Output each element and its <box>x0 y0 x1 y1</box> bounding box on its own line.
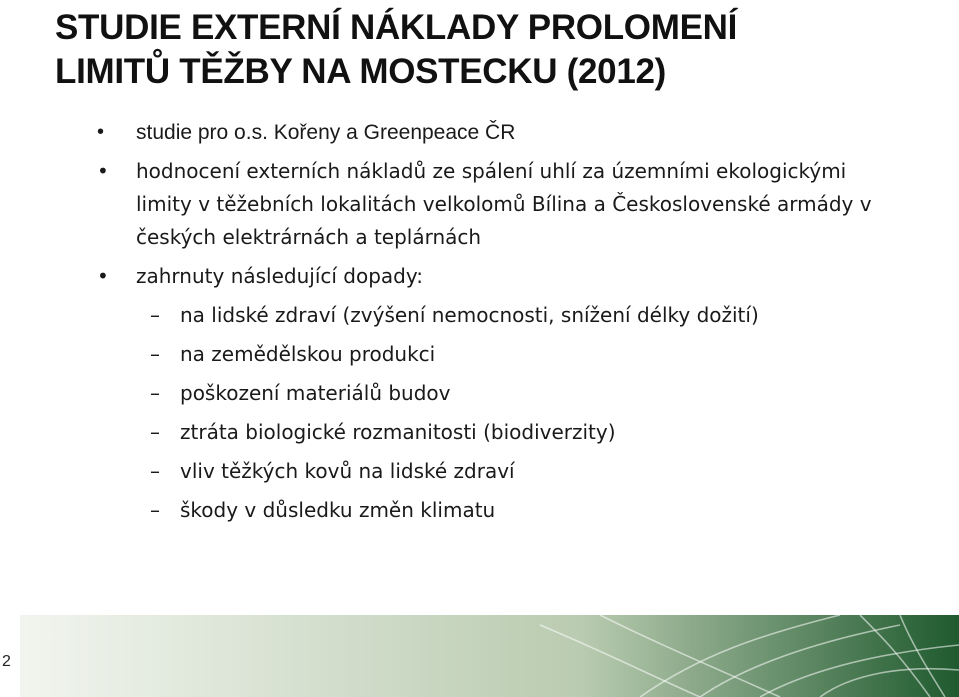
bullet-item <box>0 260 876 293</box>
sub-bullet-marker: – <box>150 303 160 327</box>
sub-bullet-marker: – <box>150 459 160 483</box>
sub-bullet-marker: – <box>150 420 160 444</box>
slide-title-line-2: LIMITŮ TĚŽBY NA MOSTECKU (2012) <box>55 52 667 91</box>
sub-bullet-marker: – <box>150 342 160 366</box>
sub-bullet-text: na lidské zdraví (zvýšení nemocnosti, snížení délky dožití) <box>180 303 759 327</box>
bullet-item <box>0 116 876 149</box>
slide-content <box>0 116 959 533</box>
decorative-footer-band <box>0 615 959 697</box>
bullet-marker: • <box>97 159 109 183</box>
bullet-item <box>0 155 876 254</box>
bullet-marker: • <box>97 121 105 143</box>
sub-bullet-text: ztráta biologické rozmanitosti (biodiverzity) <box>180 420 616 444</box>
sub-bullet-text: poškození materiálů budov <box>180 381 451 405</box>
leaf-pattern-graphic <box>0 615 959 697</box>
bullet-marker: • <box>97 264 109 288</box>
bullet-text: hodnocení externích nákladů ze spálení uhlí za územními ekologickými limity v těžebních lokalitách velkolomů Bílina a Československé armády v českých elektrárnách a teplárnách <box>136 159 872 249</box>
page-number: 2 <box>2 653 11 670</box>
sub-bullet-item <box>0 338 959 371</box>
sub-bullet-text: vliv těžkých kovů na lidské zdraví <box>180 459 515 483</box>
sub-bullet-item <box>0 455 959 488</box>
sub-bullet-text: na zemědělskou produkci <box>180 342 436 366</box>
sub-bullet-marker: – <box>150 498 160 522</box>
sub-bullet-item <box>0 494 959 527</box>
sub-bullet-item <box>0 416 959 449</box>
bullet-text: zahrnuty následující dopady: <box>136 264 423 288</box>
sub-bullet-item <box>0 299 959 332</box>
slide-title <box>55 6 935 94</box>
slide-title-line-1: STUDIE EXTERNÍ NÁKLADY PROLOMENÍ <box>55 8 738 47</box>
bullet-text: studie pro o.s. Kořeny a Greenpeace ČR <box>136 121 516 144</box>
sub-bullet-item <box>0 377 959 410</box>
sub-bullet-text: škody v důsledku změn klimatu <box>180 498 496 522</box>
sub-bullet-marker: – <box>150 381 160 405</box>
